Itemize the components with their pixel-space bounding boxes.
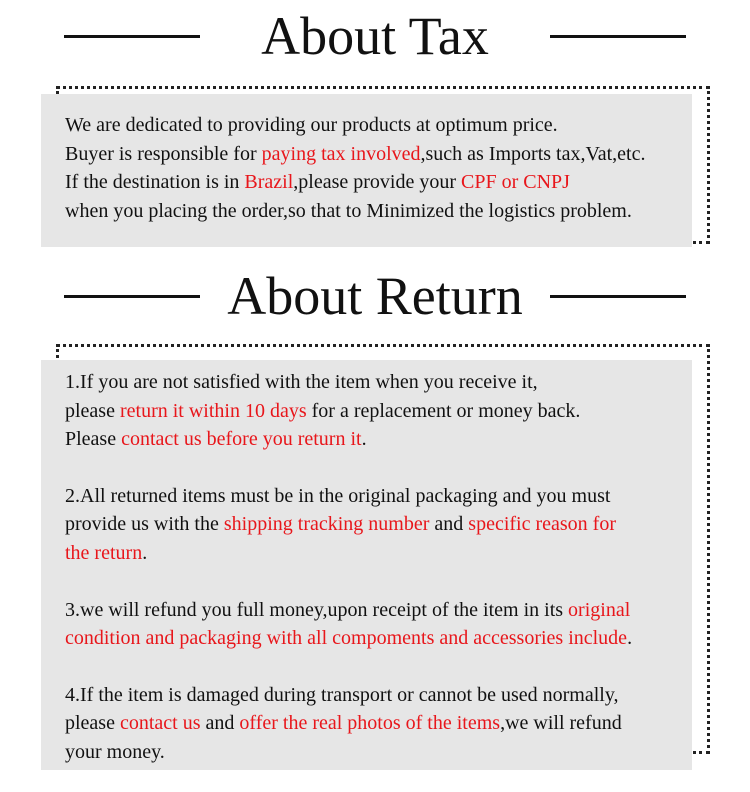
return-heading-row [0, 266, 750, 326]
text-segment: 2.All returned items must be in the original packaging and you must [65, 484, 611, 507]
highlighted-text: paying tax involved [261, 142, 421, 165]
text-line [65, 425, 692, 454]
text-segment: 4.If the item is damaged during transport or cannot be used normally, [65, 683, 619, 706]
text-segment: We are dedicated to providing our products at optimum price. [65, 114, 558, 136]
heading-rule-right [550, 295, 686, 298]
text-line [65, 738, 692, 767]
text-segment: . [361, 428, 367, 451]
highlighted-text: contact us before you return it [121, 428, 362, 451]
text-line [65, 140, 692, 169]
highlighted-text: CPF or CNPJ [461, 171, 570, 194]
text-line [65, 681, 692, 710]
tax-heading-row [0, 6, 750, 66]
highlighted-text: the return [65, 541, 143, 564]
text-segment: provide us with the [65, 513, 224, 536]
text-segment: If the destination is in [65, 171, 245, 194]
tax-text [65, 111, 692, 225]
text-line [65, 482, 692, 511]
text-line [65, 368, 692, 397]
return-heading: About Return [227, 266, 523, 326]
text-segment: when you placing the order,so that to Minimized the logistics problem. [65, 199, 632, 222]
text-line [65, 197, 692, 226]
tax-heading: About Tax [261, 6, 489, 66]
text-segment: ,please provide your [293, 171, 462, 194]
heading-rule-right [550, 35, 686, 38]
text-segment: and [429, 513, 469, 536]
text-segment: . [142, 541, 148, 564]
highlighted-text: return it within 10 days [119, 399, 307, 422]
text-line [65, 510, 692, 539]
text-segment: Buyer is responsible for [65, 142, 262, 165]
highlighted-text: shipping tracking number [223, 513, 430, 536]
text-line [65, 709, 692, 738]
highlighted-text: specific reason for [468, 513, 617, 536]
tax-panel [41, 94, 692, 247]
text-line [65, 624, 692, 653]
paragraph-gap [65, 568, 692, 596]
highlighted-text: original [568, 598, 631, 621]
text-segment: 1.If you are not satisfied with the item when you receive it, [65, 371, 538, 393]
text-segment: and [200, 712, 240, 735]
text-segment: for a replacement or money back. [306, 399, 581, 422]
text-segment: your money. [65, 740, 165, 763]
paragraph-gap [65, 653, 692, 681]
text-segment: please [65, 399, 120, 422]
text-segment: ,such as Imports tax,Vat,etc. [420, 142, 646, 165]
text-segment: ,we will refund [500, 712, 622, 735]
text-line [65, 397, 692, 426]
highlighted-text: condition and packaging with all compoments and accessories include [65, 627, 628, 650]
paragraph-gap [65, 454, 692, 482]
highlighted-text: contact us [119, 712, 201, 735]
highlighted-text: offer the real photos of the items [239, 712, 501, 735]
text-segment: please [65, 712, 120, 735]
text-segment: . [627, 627, 633, 650]
return-text [65, 368, 692, 767]
text-line [65, 111, 692, 140]
text-line [65, 539, 692, 568]
return-panel [41, 360, 692, 770]
text-segment: Please [65, 428, 122, 451]
text-line [65, 168, 692, 197]
text-segment: 3.we will refund you full money,upon receipt of the item in its [65, 598, 569, 621]
text-line [65, 596, 692, 625]
highlighted-text: Brazil [244, 171, 294, 194]
